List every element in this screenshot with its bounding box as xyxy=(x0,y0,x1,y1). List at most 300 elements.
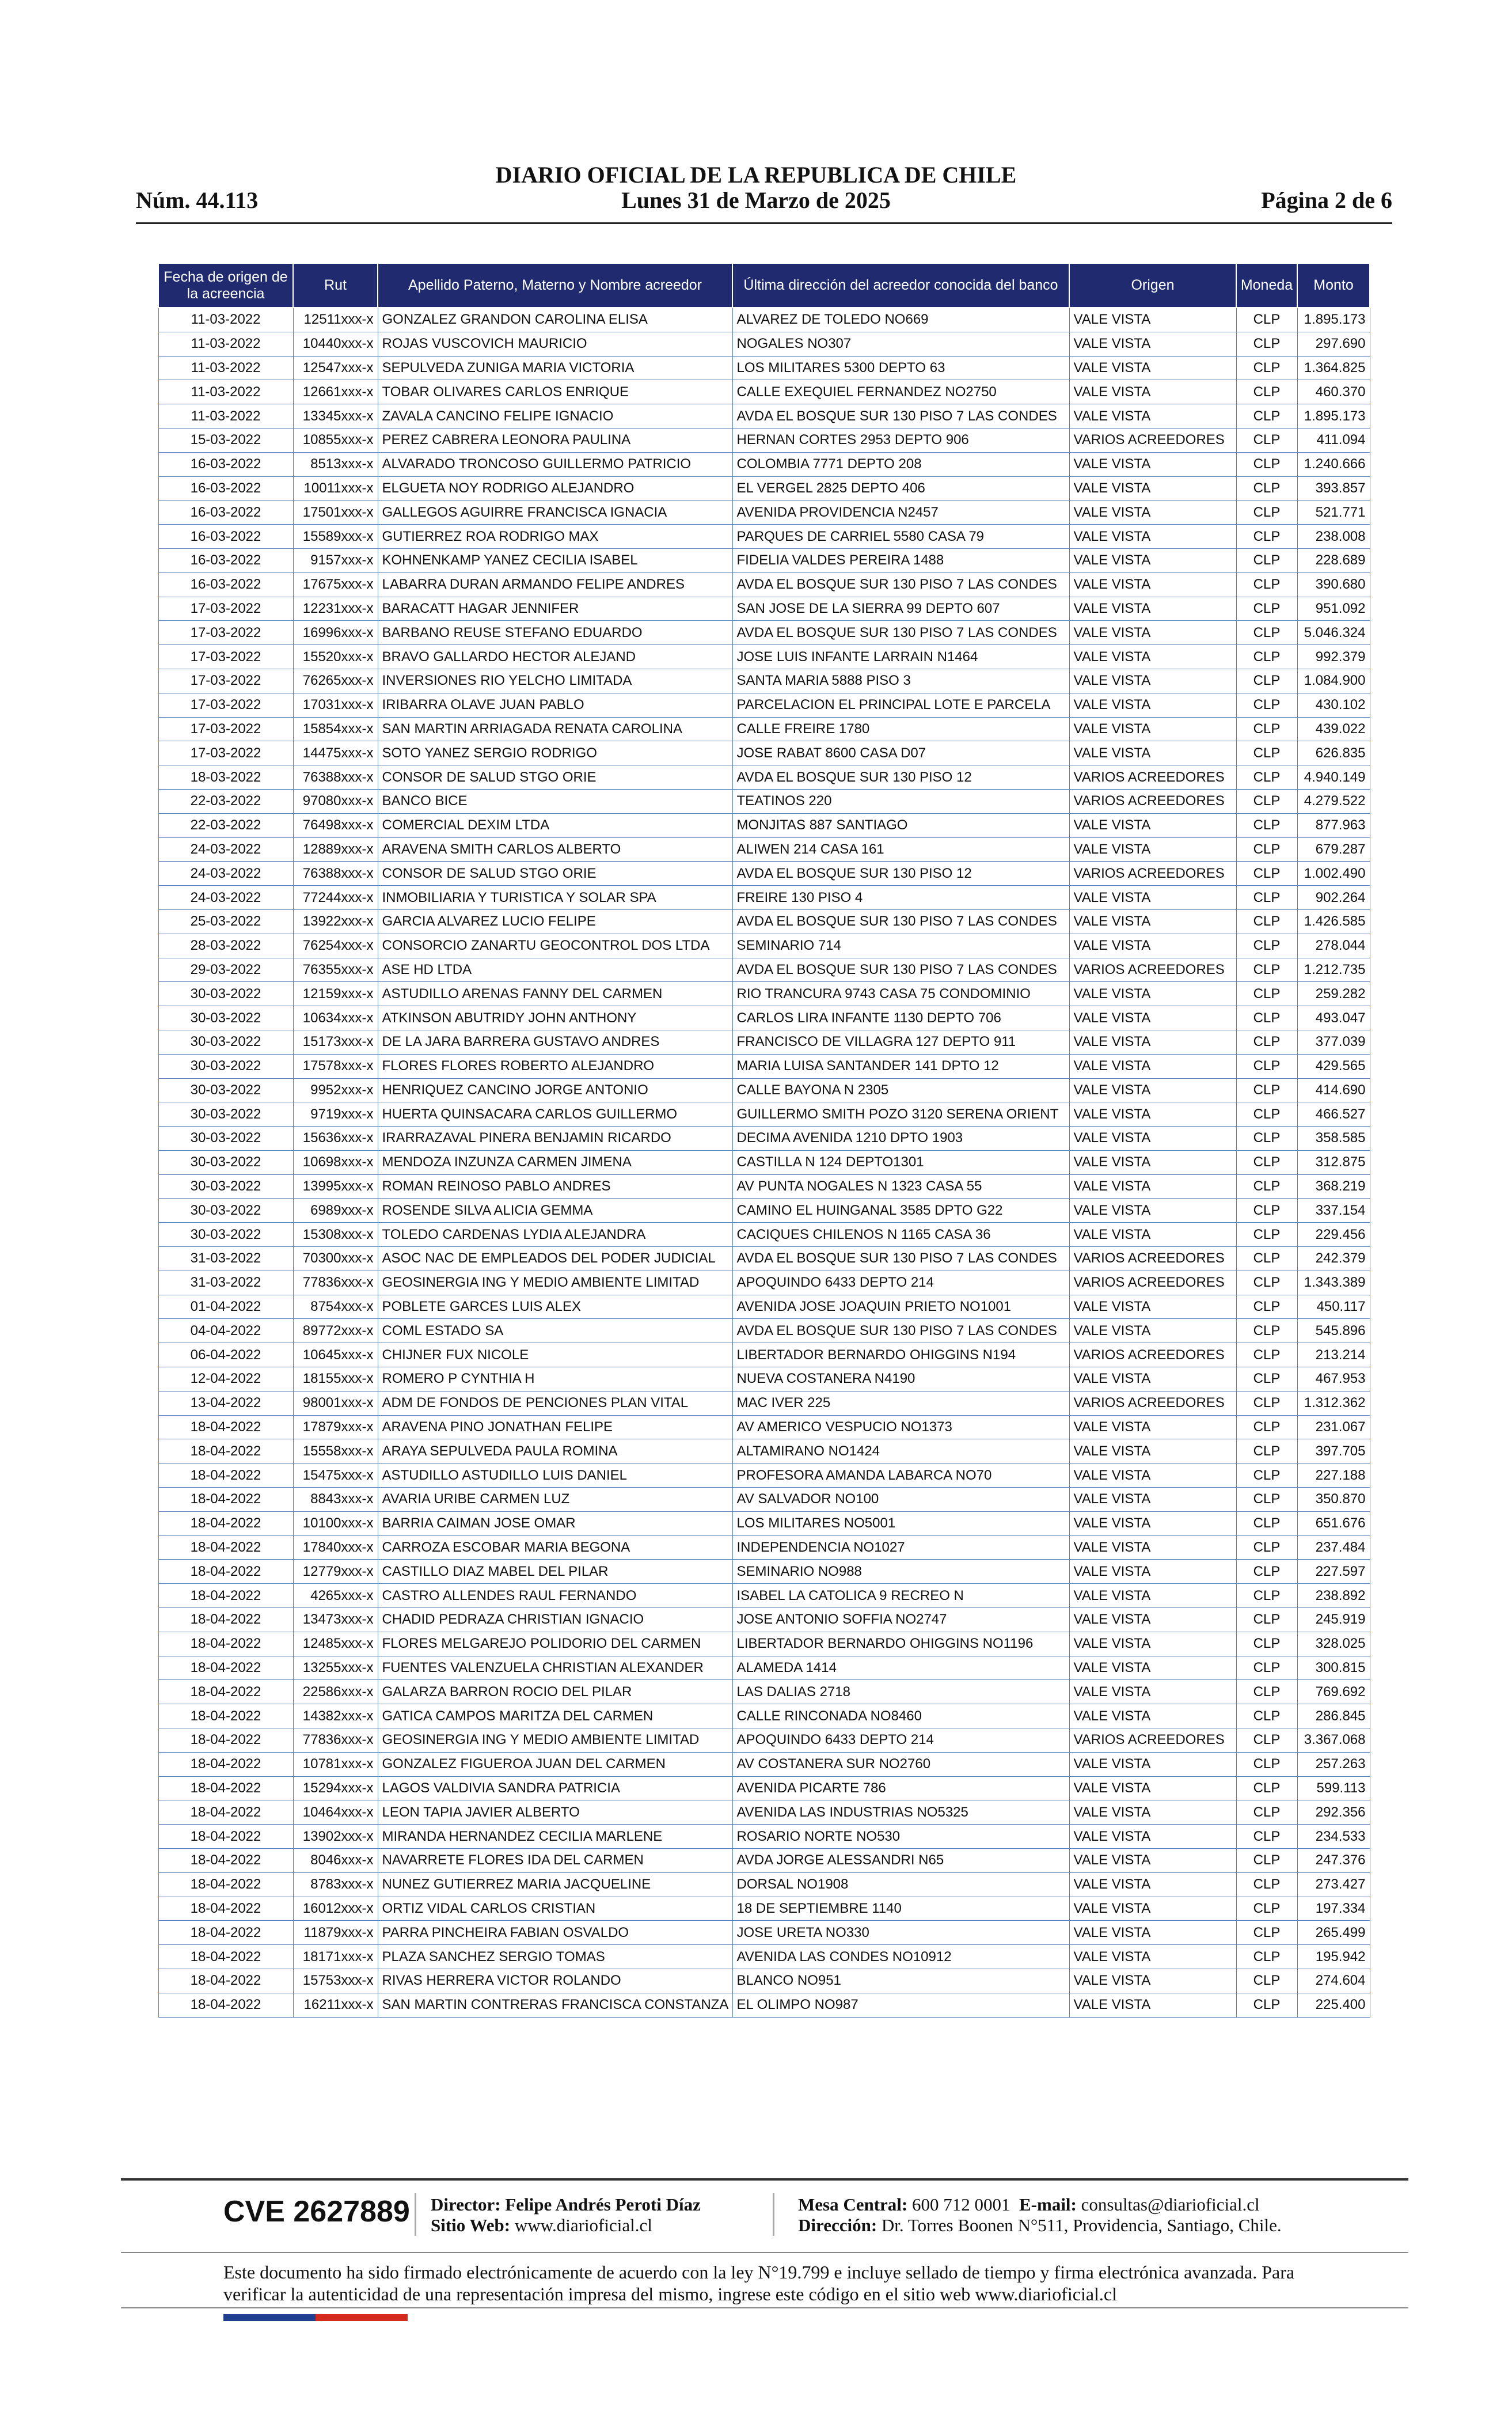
cell-origin: VALE VISTA xyxy=(1069,717,1236,741)
cell-address: CASTILLA N 124 DEPTO1301 xyxy=(732,1150,1069,1174)
cell-address: AVENIDA LAS INDUSTRIAS NO5325 xyxy=(732,1800,1069,1825)
cell-amount: 328.025 xyxy=(1297,1632,1370,1656)
cell-address: CAMINO EL HUINGANAL 3585 DPTO G22 xyxy=(732,1199,1069,1223)
cell-creditor-name: CARROZA ESCOBAR MARIA BEGONA xyxy=(378,1535,732,1560)
cell-amount: 992.379 xyxy=(1297,645,1370,669)
table-row xyxy=(158,1945,1370,1969)
table-row xyxy=(158,1969,1370,1993)
cell-currency: CLP xyxy=(1236,621,1297,645)
cell-rut: 12547xxx-x xyxy=(293,356,378,380)
cell-address: LIBERTADOR BERNARDO OHIGGINS N194 xyxy=(732,1343,1069,1367)
cell-creditor-name: CHADID PEDRAZA CHRISTIAN IGNACIO xyxy=(378,1608,732,1632)
table-row xyxy=(158,572,1370,597)
cell-currency: CLP xyxy=(1236,1054,1297,1078)
cell-origin: VARIOS ACREEDORES xyxy=(1069,958,1236,982)
cell-origin: VALE VISTA xyxy=(1069,1127,1236,1151)
cell-rut: 13255xxx-x xyxy=(293,1656,378,1680)
cell-date: 18-04-2022 xyxy=(158,1560,293,1584)
cell-address: AV AMERICO VESPUCIO NO1373 xyxy=(732,1415,1069,1439)
cell-amount: 242.379 xyxy=(1297,1247,1370,1271)
cell-origin: VALE VISTA xyxy=(1069,308,1236,332)
cell-creditor-name: COML ESTADO SA xyxy=(378,1319,732,1343)
table-row xyxy=(158,476,1370,501)
cell-rut: 15558xxx-x xyxy=(293,1439,378,1463)
col-header-origin: Origen xyxy=(1069,263,1236,308)
cell-creditor-name: KOHNENKAMP YANEZ CECILIA ISABEL xyxy=(378,548,732,572)
cell-date: 30-03-2022 xyxy=(158,982,293,1006)
table-row xyxy=(158,1800,1370,1825)
cell-creditor-name: GUTIERREZ ROA RODRIGO MAX xyxy=(378,525,732,549)
cell-origin: VALE VISTA xyxy=(1069,1921,1236,1945)
cell-origin: VALE VISTA xyxy=(1069,1463,1236,1488)
cell-origin: VALE VISTA xyxy=(1069,332,1236,356)
cell-amount: 377.039 xyxy=(1297,1030,1370,1054)
cell-date: 22-03-2022 xyxy=(158,789,293,813)
cell-currency: CLP xyxy=(1236,982,1297,1006)
cell-amount: 4.279.522 xyxy=(1297,789,1370,813)
cell-creditor-name: SEPULVEDA ZUNIGA MARIA VICTORIA xyxy=(378,356,732,380)
table-row xyxy=(158,1006,1370,1030)
cell-currency: CLP xyxy=(1236,837,1297,862)
cell-address: NOGALES NO307 xyxy=(732,332,1069,356)
cell-date: 18-04-2022 xyxy=(158,1825,293,1849)
table-row xyxy=(158,1560,1370,1584)
cell-rut: 8513xxx-x xyxy=(293,452,378,476)
cell-amount: 300.815 xyxy=(1297,1656,1370,1680)
cell-address: LOS MILITARES NO5001 xyxy=(732,1511,1069,1535)
cell-creditor-name: MIRANDA HERNANDEZ CECILIA MARLENE xyxy=(378,1825,732,1849)
cell-address: AVENIDA JOSE JOAQUIN PRIETO NO1001 xyxy=(732,1295,1069,1319)
cell-amount: 274.604 xyxy=(1297,1969,1370,1993)
table-row xyxy=(158,1511,1370,1535)
cell-currency: CLP xyxy=(1236,1608,1297,1632)
cell-address: FIDELIA VALDES PEREIRA 1488 xyxy=(732,548,1069,572)
cell-address: AVDA EL BOSQUE SUR 130 PISO 12 xyxy=(732,862,1069,886)
cell-date: 18-04-2022 xyxy=(158,1776,293,1800)
director-name: Felipe Andrés Peroti Díaz xyxy=(505,2194,701,2215)
cell-currency: CLP xyxy=(1236,1752,1297,1776)
table-row xyxy=(158,1872,1370,1897)
cell-address: FRANCISCO DE VILLAGRA 127 DEPTO 911 xyxy=(732,1030,1069,1054)
cell-amount: 337.154 xyxy=(1297,1199,1370,1223)
cell-address: AVENIDA PICARTE 786 xyxy=(732,1776,1069,1800)
cell-date: 30-03-2022 xyxy=(158,1054,293,1078)
cell-creditor-name: IRIBARRA OLAVE JUAN PABLO xyxy=(378,693,732,717)
cell-creditor-name: SOTO YANEZ SERGIO RODRIGO xyxy=(378,741,732,765)
cell-creditor-name: CONSOR DE SALUD STGO ORIE xyxy=(378,765,732,790)
cell-creditor-name: LEON TAPIA JAVIER ALBERTO xyxy=(378,1800,732,1825)
cell-creditor-name: ASOC NAC DE EMPLEADOS DEL PODER JUDICIAL xyxy=(378,1247,732,1271)
cell-date: 18-04-2022 xyxy=(158,1511,293,1535)
cell-address: LOS MILITARES 5300 DEPTO 63 xyxy=(732,356,1069,380)
cell-amount: 231.067 xyxy=(1297,1415,1370,1439)
cell-amount: 4.940.149 xyxy=(1297,765,1370,790)
cell-creditor-name: GALARZA BARRON ROCIO DEL PILAR xyxy=(378,1680,732,1704)
table-row xyxy=(158,741,1370,765)
cell-rut: 4265xxx-x xyxy=(293,1584,378,1608)
cell-amount: 450.117 xyxy=(1297,1295,1370,1319)
cell-address: 18 DE SEPTIEMBRE 1140 xyxy=(732,1897,1069,1921)
cell-rut: 15854xxx-x xyxy=(293,717,378,741)
cell-amount: 439.022 xyxy=(1297,717,1370,741)
cell-address: PROFESORA AMANDA LABARCA NO70 xyxy=(732,1463,1069,1488)
cell-origin: VALE VISTA xyxy=(1069,1608,1236,1632)
cell-creditor-name: GATICA CAMPOS MARITZA DEL CARMEN xyxy=(378,1704,732,1728)
table-row xyxy=(158,428,1370,452)
cell-origin: VALE VISTA xyxy=(1069,1825,1236,1849)
cell-date: 31-03-2022 xyxy=(158,1247,293,1271)
cell-origin: VALE VISTA xyxy=(1069,741,1236,765)
cell-amount: 358.585 xyxy=(1297,1127,1370,1151)
cell-creditor-name: GARCIA ALVAREZ LUCIO FELIPE xyxy=(378,909,732,934)
email-link[interactable]: consultas@diarioficial.cl xyxy=(1081,2194,1260,2215)
cell-address: AV COSTANERA SUR NO2760 xyxy=(732,1752,1069,1776)
cell-creditor-name: FLORES FLORES ROBERTO ALEJANDRO xyxy=(378,1054,732,1078)
website-link[interactable]: www.diarioficial.cl xyxy=(514,2215,652,2235)
cell-amount: 278.044 xyxy=(1297,934,1370,958)
footer-divider-bottom xyxy=(121,2307,1408,2308)
email-label: E-mail: xyxy=(1019,2194,1077,2215)
cell-currency: CLP xyxy=(1236,1199,1297,1223)
cell-currency: CLP xyxy=(1236,1343,1297,1367)
cell-date: 18-04-2022 xyxy=(158,1535,293,1560)
cell-date: 17-03-2022 xyxy=(158,669,293,693)
cell-date: 18-04-2022 xyxy=(158,1632,293,1656)
cell-origin: VALE VISTA xyxy=(1069,548,1236,572)
cell-rut: 98001xxx-x xyxy=(293,1391,378,1415)
col-header-date: Fecha de origen de la acreencia xyxy=(158,263,293,308)
cell-currency: CLP xyxy=(1236,1728,1297,1753)
cell-rut: 17675xxx-x xyxy=(293,572,378,597)
cell-amount: 247.376 xyxy=(1297,1849,1370,1873)
cell-address: APOQUINDO 6433 DEPTO 214 xyxy=(732,1728,1069,1753)
table-row xyxy=(158,1271,1370,1295)
cell-amount: 390.680 xyxy=(1297,572,1370,597)
cell-date: 18-04-2022 xyxy=(158,1872,293,1897)
table-row xyxy=(158,1608,1370,1632)
cell-currency: CLP xyxy=(1236,1776,1297,1800)
phone-number: 600 712 0001 xyxy=(912,2194,1010,2215)
cell-date: 18-04-2022 xyxy=(158,1728,293,1753)
cell-address: COLOMBIA 7771 DEPTO 208 xyxy=(732,452,1069,476)
cell-currency: CLP xyxy=(1236,1825,1297,1849)
table-row xyxy=(158,1849,1370,1873)
cell-currency: CLP xyxy=(1236,525,1297,549)
cell-rut: 8783xxx-x xyxy=(293,1872,378,1897)
cell-date: 24-03-2022 xyxy=(158,837,293,862)
director-label: Director: xyxy=(431,2194,501,2215)
cell-creditor-name: ROSENDE SILVA ALICIA GEMMA xyxy=(378,1199,732,1223)
cell-address: DECIMA AVENIDA 1210 DPTO 1903 xyxy=(732,1127,1069,1151)
cell-amount: 297.690 xyxy=(1297,332,1370,356)
cell-amount: 430.102 xyxy=(1297,693,1370,717)
cell-amount: 599.113 xyxy=(1297,1776,1370,1800)
cell-amount: 227.188 xyxy=(1297,1463,1370,1488)
cell-creditor-name: BANCO BICE xyxy=(378,789,732,813)
creditors-table-container xyxy=(158,263,1369,2018)
cell-amount: 397.705 xyxy=(1297,1439,1370,1463)
cell-creditor-name: CONSORCIO ZANARTU GEOCONTROL DOS LTDA xyxy=(378,934,732,958)
cell-origin: VALE VISTA xyxy=(1069,645,1236,669)
cell-date: 15-03-2022 xyxy=(158,428,293,452)
cell-rut: 70300xxx-x xyxy=(293,1247,378,1271)
cell-creditor-name: PARRA PINCHEIRA FABIAN OSVALDO xyxy=(378,1921,732,1945)
cell-rut: 13922xxx-x xyxy=(293,909,378,934)
cell-currency: CLP xyxy=(1236,1102,1297,1127)
cell-address: BLANCO NO951 xyxy=(732,1969,1069,1993)
cell-creditor-name: POBLETE GARCES LUIS ALEX xyxy=(378,1295,732,1319)
cell-origin: VALE VISTA xyxy=(1069,1535,1236,1560)
col-header-rut: Rut xyxy=(293,263,378,308)
cell-origin: VALE VISTA xyxy=(1069,525,1236,549)
table-row xyxy=(158,1993,1370,2017)
cell-rut: 10464xxx-x xyxy=(293,1800,378,1825)
cell-amount: 1.084.900 xyxy=(1297,669,1370,693)
cell-currency: CLP xyxy=(1236,1150,1297,1174)
cell-address: ALTAMIRANO NO1424 xyxy=(732,1439,1069,1463)
table-row xyxy=(158,669,1370,693)
cell-origin: VALE VISTA xyxy=(1069,837,1236,862)
cell-address: AVDA EL BOSQUE SUR 130 PISO 7 LAS CONDES xyxy=(732,1319,1069,1343)
cell-rut: 15173xxx-x xyxy=(293,1030,378,1054)
cell-rut: 10440xxx-x xyxy=(293,332,378,356)
cell-creditor-name: HUERTA QUINSACARA CARLOS GUILLERMO xyxy=(378,1102,732,1127)
cell-address: GUILLERMO SMITH POZO 3120 SERENA ORIENT xyxy=(732,1102,1069,1127)
cell-date: 17-03-2022 xyxy=(158,645,293,669)
cell-address: EL VERGEL 2825 DEPTO 406 xyxy=(732,476,1069,501)
table-row xyxy=(158,1030,1370,1054)
cve-code: CVE 2627889 xyxy=(223,2195,410,2228)
signature-notice: Este documento ha sido firmado electrónicamente de acuerdo con la ley N°19.799 e incluye sellado de tiempo y firma electrónica avanzada. Para verificar la autenticidad de una representación impresa del mismo, ingrese este código en el sitio web www.diarioficial.cl xyxy=(223,2262,1295,2304)
cell-date: 24-03-2022 xyxy=(158,886,293,910)
cell-date: 28-03-2022 xyxy=(158,934,293,958)
cell-rut: 14475xxx-x xyxy=(293,741,378,765)
cell-currency: CLP xyxy=(1236,1127,1297,1151)
table-row xyxy=(158,717,1370,741)
cell-origin: VALE VISTA xyxy=(1069,693,1236,717)
table-row xyxy=(158,1632,1370,1656)
cell-origin: VALE VISTA xyxy=(1069,1656,1236,1680)
table-row xyxy=(158,1054,1370,1078)
cell-origin: VALE VISTA xyxy=(1069,1199,1236,1223)
table-row xyxy=(158,1343,1370,1367)
cell-amount: 1.364.825 xyxy=(1297,356,1370,380)
table-row xyxy=(158,1199,1370,1223)
cell-rut: 15520xxx-x xyxy=(293,645,378,669)
cell-amount: 521.771 xyxy=(1297,501,1370,525)
cell-date: 04-04-2022 xyxy=(158,1319,293,1343)
cell-currency: CLP xyxy=(1236,886,1297,910)
cell-date: 30-03-2022 xyxy=(158,1127,293,1151)
cell-rut: 15475xxx-x xyxy=(293,1463,378,1488)
cell-creditor-name: ORTIZ VIDAL CARLOS CRISTIAN xyxy=(378,1897,732,1921)
cell-origin: VALE VISTA xyxy=(1069,1319,1236,1343)
table-row xyxy=(158,934,1370,958)
address-label: Dirección: xyxy=(798,2215,877,2235)
cell-rut: 10634xxx-x xyxy=(293,1006,378,1030)
cell-date: 16-03-2022 xyxy=(158,476,293,501)
table-row xyxy=(158,1295,1370,1319)
cell-origin: VALE VISTA xyxy=(1069,1488,1236,1512)
table-row xyxy=(158,1127,1370,1151)
cell-currency: CLP xyxy=(1236,428,1297,452)
table-row xyxy=(158,1367,1370,1392)
cell-date: 18-04-2022 xyxy=(158,1704,293,1728)
cell-origin: VALE VISTA xyxy=(1069,1511,1236,1535)
cell-date: 17-03-2022 xyxy=(158,741,293,765)
cell-currency: CLP xyxy=(1236,1295,1297,1319)
cell-rut: 14382xxx-x xyxy=(293,1704,378,1728)
cell-date: 06-04-2022 xyxy=(158,1343,293,1367)
cell-rut: 17879xxx-x xyxy=(293,1415,378,1439)
cell-origin: VALE VISTA xyxy=(1069,982,1236,1006)
cell-address: JOSE ANTONIO SOFFIA NO2747 xyxy=(732,1608,1069,1632)
cell-creditor-name: NUNEZ GUTIERREZ MARIA JACQUELINE xyxy=(378,1872,732,1897)
cell-rut: 89772xxx-x xyxy=(293,1319,378,1343)
cell-address: ALVAREZ DE TOLEDO NO669 xyxy=(732,308,1069,332)
table-row xyxy=(158,862,1370,886)
cell-creditor-name: CASTILLO DIAZ MABEL DEL PILAR xyxy=(378,1560,732,1584)
cell-date: 18-04-2022 xyxy=(158,1463,293,1488)
cell-origin: VALE VISTA xyxy=(1069,1560,1236,1584)
cell-amount: 286.845 xyxy=(1297,1704,1370,1728)
cell-date: 18-04-2022 xyxy=(158,1800,293,1825)
cell-creditor-name: ROJAS VUSCOVICH MAURICIO xyxy=(378,332,732,356)
cell-origin: VALE VISTA xyxy=(1069,1174,1236,1199)
cell-creditor-name: ADM DE FONDOS DE PENCIONES PLAN VITAL xyxy=(378,1391,732,1415)
cell-date: 11-03-2022 xyxy=(158,308,293,332)
cell-amount: 1.002.490 xyxy=(1297,862,1370,886)
cell-creditor-name: SAN MARTIN CONTRERAS FRANCISCA CONSTANZA xyxy=(378,1993,732,2017)
table-row xyxy=(158,1439,1370,1463)
cell-amount: 238.008 xyxy=(1297,525,1370,549)
cell-creditor-name: INMOBILIARIA Y TURISTICA Y SOLAR SPA xyxy=(378,886,732,910)
cell-origin: VALE VISTA xyxy=(1069,1367,1236,1392)
cell-origin: VALE VISTA xyxy=(1069,1150,1236,1174)
table-row xyxy=(158,1174,1370,1199)
table-row xyxy=(158,693,1370,717)
cell-date: 18-04-2022 xyxy=(158,1680,293,1704)
cell-creditor-name: GALLEGOS AGUIRRE FRANCISCA IGNACIA xyxy=(378,501,732,525)
cell-creditor-name: RIVAS HERRERA VICTOR ROLANDO xyxy=(378,1969,732,1993)
cell-date: 11-03-2022 xyxy=(158,356,293,380)
cell-amount: 234.533 xyxy=(1297,1825,1370,1849)
cell-rut: 15753xxx-x xyxy=(293,1969,378,1993)
cell-address: NUEVA COSTANERA N4190 xyxy=(732,1367,1069,1392)
flag-stripe-red xyxy=(316,2314,408,2321)
cell-rut: 77836xxx-x xyxy=(293,1271,378,1295)
cell-address: PARQUES DE CARRIEL 5580 CASA 79 xyxy=(732,525,1069,549)
cell-creditor-name: ARAYA SEPULVEDA PAULA ROMINA xyxy=(378,1439,732,1463)
cell-date: 29-03-2022 xyxy=(158,958,293,982)
cell-creditor-name: ALVARADO TRONCOSO GUILLERMO PATRICIO xyxy=(378,452,732,476)
cell-amount: 1.240.666 xyxy=(1297,452,1370,476)
cell-origin: VALE VISTA xyxy=(1069,1295,1236,1319)
table-row xyxy=(158,1078,1370,1102)
cell-currency: CLP xyxy=(1236,1680,1297,1704)
table-row xyxy=(158,548,1370,572)
cell-creditor-name: CONSOR DE SALUD STGO ORIE xyxy=(378,862,732,886)
cell-rut: 12779xxx-x xyxy=(293,1560,378,1584)
cell-currency: CLP xyxy=(1236,789,1297,813)
cell-currency: CLP xyxy=(1236,308,1297,332)
footer-divider-top xyxy=(121,2178,1408,2181)
cell-rut: 13473xxx-x xyxy=(293,1608,378,1632)
cell-date: 18-04-2022 xyxy=(158,1945,293,1969)
col-header-name: Apellido Paterno, Materno y Nombre acreedor xyxy=(378,263,732,308)
cell-origin: VARIOS ACREEDORES xyxy=(1069,862,1236,886)
cell-amount: 951.092 xyxy=(1297,597,1370,621)
cell-date: 01-04-2022 xyxy=(158,1295,293,1319)
cell-rut: 76388xxx-x xyxy=(293,765,378,790)
cell-creditor-name: SAN MARTIN ARRIAGADA RENATA CAROLINA xyxy=(378,717,732,741)
table-row xyxy=(158,308,1370,332)
cell-origin: VALE VISTA xyxy=(1069,669,1236,693)
cell-address: AV SALVADOR NO100 xyxy=(732,1488,1069,1512)
cell-currency: CLP xyxy=(1236,862,1297,886)
table-row xyxy=(158,1488,1370,1512)
cell-origin: VALE VISTA xyxy=(1069,1993,1236,2017)
cell-origin: VALE VISTA xyxy=(1069,1584,1236,1608)
cell-origin: VARIOS ACREEDORES xyxy=(1069,1271,1236,1295)
cell-date: 30-03-2022 xyxy=(158,1174,293,1199)
cell-date: 13-04-2022 xyxy=(158,1391,293,1415)
cell-rut: 9157xxx-x xyxy=(293,548,378,572)
table-row xyxy=(158,380,1370,404)
cell-rut: 76265xxx-x xyxy=(293,669,378,693)
cell-address: CARLOS LIRA INFANTE 1130 DEPTO 706 xyxy=(732,1006,1069,1030)
cell-currency: CLP xyxy=(1236,1921,1297,1945)
cell-amount: 679.287 xyxy=(1297,837,1370,862)
cell-rut: 15294xxx-x xyxy=(293,1776,378,1800)
cell-amount: 292.356 xyxy=(1297,1800,1370,1825)
cell-address: AVDA EL BOSQUE SUR 130 PISO 7 LAS CONDES xyxy=(732,572,1069,597)
cell-amount: 238.892 xyxy=(1297,1584,1370,1608)
cell-origin: VALE VISTA xyxy=(1069,1704,1236,1728)
cell-amount: 414.690 xyxy=(1297,1078,1370,1102)
cell-rut: 8754xxx-x xyxy=(293,1295,378,1319)
cell-creditor-name: LABARRA DURAN ARMANDO FELIPE ANDRES xyxy=(378,572,732,597)
cell-date: 11-03-2022 xyxy=(158,332,293,356)
cell-origin: VALE VISTA xyxy=(1069,1030,1236,1054)
cell-amount: 195.942 xyxy=(1297,1945,1370,1969)
table-row xyxy=(158,501,1370,525)
cell-rut: 17578xxx-x xyxy=(293,1054,378,1078)
cell-amount: 245.919 xyxy=(1297,1608,1370,1632)
cell-currency: CLP xyxy=(1236,1993,1297,2017)
table-row xyxy=(158,1728,1370,1753)
cell-amount: 1.426.585 xyxy=(1297,909,1370,934)
cell-origin: VALE VISTA xyxy=(1069,1897,1236,1921)
cell-creditor-name: TOLEDO CARDENAS LYDIA ALEJANDRA xyxy=(378,1223,732,1247)
table-row xyxy=(158,1223,1370,1247)
table-header-row xyxy=(158,263,1370,308)
cell-amount: 651.676 xyxy=(1297,1511,1370,1535)
issue-number: Núm. 44.113 xyxy=(136,187,259,213)
cell-currency: CLP xyxy=(1236,1463,1297,1488)
cell-rut: 12485xxx-x xyxy=(293,1632,378,1656)
cell-creditor-name: GEOSINERGIA ING Y MEDIO AMBIENTE LIMITAD xyxy=(378,1728,732,1753)
footer-separator xyxy=(773,2193,774,2236)
cell-origin: VALE VISTA xyxy=(1069,1223,1236,1247)
table-row xyxy=(158,1897,1370,1921)
table-row xyxy=(158,621,1370,645)
cell-address: AVDA EL BOSQUE SUR 130 PISO 7 LAS CONDES xyxy=(732,909,1069,934)
cell-creditor-name: BARACATT HAGAR JENNIFER xyxy=(378,597,732,621)
cell-date: 16-03-2022 xyxy=(158,548,293,572)
cell-address: AV PUNTA NOGALES N 1323 CASA 55 xyxy=(732,1174,1069,1199)
cell-amount: 229.456 xyxy=(1297,1223,1370,1247)
